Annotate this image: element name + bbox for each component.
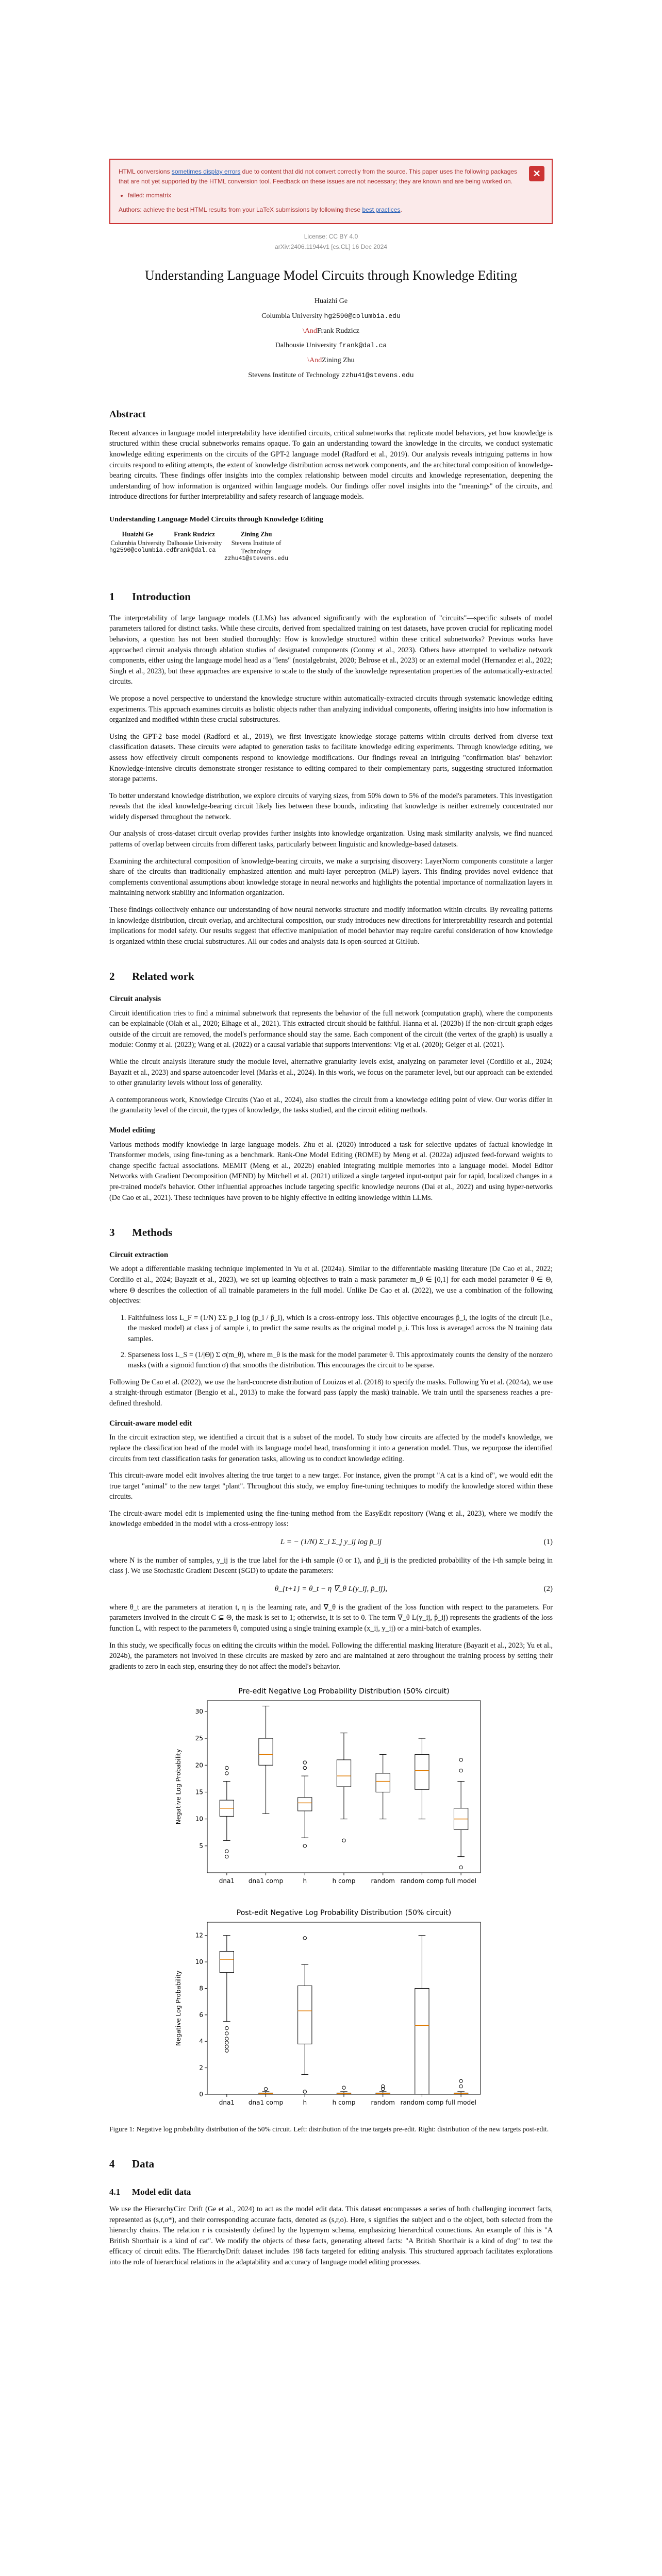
outlier-point xyxy=(459,1866,462,1869)
conversion-warning-banner xyxy=(109,159,553,224)
equation-body: θ_{t+1} = θ_t − η ∇_θ L(y_ij, p̂_ij), xyxy=(274,1585,388,1593)
paragraph: In the circuit extraction step, we identified a circuit that is a subset of the model. To study how circuits are affected by the model's knowledge, we replace the classification head of the model with its language model head, transforming it into a generation model. Thus, we repurpose the identified circuits from text classification tasks for generation tasks, allowing us to conduct knowledge editing. xyxy=(109,1433,553,1463)
y-tick-label: 4 xyxy=(199,2038,203,2045)
figure-caption: Figure 1: Negative log probability distribution of the 50% circuit. Left: distribution of the true targets pre-edit. Right: distribution of the new targets post-edit. xyxy=(109,2125,549,2133)
arxiv-id: arXiv:2406.11944v1 [cs.CL] 16 Dec 2024 xyxy=(275,243,387,251)
outlier-point xyxy=(225,1767,228,1770)
y-axis-label: Negative Log Probability xyxy=(175,1749,182,1825)
unsupported-package-list xyxy=(128,191,521,200)
box xyxy=(220,1952,234,1973)
outlier-point xyxy=(225,2041,228,2044)
box xyxy=(298,1798,312,1811)
outlier-point xyxy=(459,1758,462,1761)
x-tick-label: dna1 comp xyxy=(248,2099,284,2107)
banner-text-pre: HTML conversions xyxy=(119,168,172,175)
paragraph: To better understand knowledge distribution, we explore circuits of varying sizes, from 50% down to 5% of the model's parameters. This investigation reveals that the ideal knowledge-bearing circuit likely lies between these bounds, indicating that knowledge is neither extremely concentrated nor widely dispersed throughout the network. xyxy=(109,791,553,821)
outlier-point xyxy=(225,1772,228,1775)
outlier-point xyxy=(225,2032,228,2035)
author-table-affil: Columbia University xyxy=(110,539,165,547)
x-tick-label: dna1 xyxy=(219,2099,235,2107)
chart-title: Post-edit Negative Log Probability Distribution (50% circuit) xyxy=(236,1909,452,1918)
author-affiliation xyxy=(109,309,553,324)
outlier-point xyxy=(225,2049,228,2052)
paragraph-heading: Model editing xyxy=(109,1126,155,1134)
author-name: Huaizhi Ge xyxy=(314,297,348,306)
outlier-point xyxy=(303,1844,306,1848)
author-table-col xyxy=(166,530,223,554)
author-table-email: zzhu41@stevens.edu xyxy=(224,555,289,563)
section-number: 1 xyxy=(109,590,115,603)
outlier-point xyxy=(303,1767,306,1770)
x-tick-label: random comp xyxy=(400,1877,444,1885)
outlier-point xyxy=(225,2027,228,2030)
close-icon[interactable]: ✕ xyxy=(529,166,544,181)
section-number: 4 xyxy=(109,2157,115,2170)
best-practices-link[interactable]: best practices xyxy=(362,206,401,213)
paragraph: We propose a novel perspective to understand the knowledge structure within automatically-extracted circuits through systematic knowledge editing experiments. This approach examines circuits as holistic objects rather than analyzing individual components, offering insights into how information is organized and modified within these crucial substructures. xyxy=(109,694,553,724)
outlier-point xyxy=(225,2045,228,2048)
banner-note-post: . xyxy=(400,206,402,213)
subsection-title: Model edit data xyxy=(132,2187,191,2197)
paragraph-heading: Circuit extraction xyxy=(109,1250,169,1259)
x-tick-label: random comp xyxy=(400,2099,444,2107)
y-tick-label: 15 xyxy=(195,1788,203,1796)
box xyxy=(298,1986,312,2044)
y-tick-label: 5 xyxy=(199,1842,203,1850)
box xyxy=(376,1773,390,1792)
affil-text: Stevens Institute of Technology xyxy=(248,371,342,379)
y-tick-label: 20 xyxy=(195,1761,203,1769)
paragraph: Using the GPT-2 base model (Radford et al., 2019), we first investigate knowledge storage patterns within circuits derived from diverse text classification datasets. These circuits were adapted to generation tasks to facilitate knowledge editing experiments. Through knowledge editing, we assess how effectively circuit components respond to knowledge modifications. Our findings reveal an intriguing "confirmation bias" behavior: Knowledge-intensive circuits demonstrate stronger resistance to editing compared to their complementary parts, suggesting structured information storage patterns. xyxy=(109,732,553,784)
and-separator: \And xyxy=(307,356,322,364)
paragraph: We use the HierarchyCirc Drift (Ge et al., 2024) to act as the model edit data. This dataset encompasses a series of both challenging incorrect facts, represented as (s,r,o*), and their corresponding accurate facts, denoted as (s,r,o). Here, s signifies the subject and o the object, both selected from the hierarchy chains. The relation r is consistently defined by the hypernym schema, emphasizing hierarchical connections. An example of this is "A British Shorthair is a kind of cat". We modify the objects of these facts, generating altered facts: "A British Shorthair is a kind of dog" to test the efficacy of circuit edits. The HierarchyDrift dataset includes 198 facts targeted for editing analysis. This structured approach facilitates explorations into the role of hierarchical relations in the adaptability and accuracy of language model editing processes. xyxy=(109,2205,553,2266)
section-title: Related work xyxy=(132,970,194,983)
outlier-point xyxy=(342,2086,345,2089)
paragraph: A contemporaneous work, Knowledge Circuits (Yao et al., 2024), also studies the circuit from a knowledge editing point of view. Our works differ in the granularity level of the circuit, the types of knowledge, the tasks studied, and the circuit editing methods. xyxy=(109,1095,553,1115)
subsection-heading xyxy=(109,2186,553,2199)
y-tick-label: 30 xyxy=(195,1708,203,1716)
author-name xyxy=(109,353,553,368)
paragraph: In this study, we specifically focus on editing the circuits within the model. Following the differential masking literature (Bayazit et al., 2023; Yu et al., 2024b), the parameters not involved in these circuits are masked by zero and are maintained at zero throughout the training process by setting their gradients to zero in each step, ensuring they do not affect the model's behavior. xyxy=(109,1641,553,1671)
affil-text: Dalhousie University xyxy=(275,342,339,350)
equation-number: (1) xyxy=(543,1538,553,1547)
outlier-point xyxy=(459,2085,462,2088)
objective-list xyxy=(109,1313,553,1371)
author-table-affil: Dalhousie University xyxy=(167,539,222,547)
author-table-email: hg2590@columbia.edu xyxy=(109,547,177,554)
license-line: License: CC BY 4.0 xyxy=(304,232,358,240)
paragraph: This circuit-aware model edit involves altering the true target to a new target. For instance, given the prompt "A cat is a kind of", we would edit the true target "animal" to the new target "plant". Throughout this study, we employ fine-tuning techniques to modify the knowledge stored within these circuits. xyxy=(109,1471,553,1501)
author-table-name: Huaizhi Ge xyxy=(122,531,154,538)
section-heading xyxy=(109,1225,553,1240)
paragraph: Circuit identification tries to find a minimal subnetwork that represents the behavior of the full network (computation graph), where the components can be explainable (Olah et al., 2020; Elhage et al., 2021). This extracted circuit should be faithful. Hanna et al. (2023b) If the non-circuit graph edges outside of the circuit are removed, the model's performance should stay the same. Each component of the circuit (the vertex of the graph) is usually a module: Conmy et al. (2023); Wang et al. (2022) or a causal variable that supports interventions: Vig et al. (2020); Geiger et al. (2021). xyxy=(109,1009,553,1049)
outlier-point xyxy=(303,2090,306,2093)
paragraph-heading: Circuit-aware model edit xyxy=(109,1419,192,1428)
box xyxy=(259,1738,273,1765)
author-block xyxy=(109,294,553,383)
banner-text-post: due to content that did not convert correctly from the source. This paper uses the following packages that are not yet supported by the HTML conversion tool. Feedback on these issues are not necessary; they are known and are being worked on. xyxy=(119,168,518,185)
post-edit-box-plot xyxy=(171,1904,491,2120)
y-tick-label: 25 xyxy=(195,1735,203,1742)
section-heading xyxy=(109,969,553,984)
paragraph: Following De Cao et al. (2022), we use the hard-concrete distribution of Louizos et al. (2018) to specify the masks. Following Yu et al. (2024a), we use a straight-through estimator (Bengio et al., 2013) to make the forward pass (apply the mask) trainable. We train until the sparseness reaches a pre-defined threshold. xyxy=(109,1378,553,1408)
y-tick-label: 10 xyxy=(195,1958,203,1966)
author-table-title: Understanding Language Model Circuits through Knowledge Editing xyxy=(109,516,323,524)
box xyxy=(337,1760,351,1787)
paragraph: These findings collectively enhance our understanding of how neural networks structure and modify information within circuits. By revealing patterns in knowledge distribution, circuit overlap, and architectural composition, our study introduces new directions for interpretability research and potential implications for model safety. Our results suggest that effective manipulation of model behavior may require careful consideration of how knowledge is organized within these crucial substructures. All our codes and analysis data is open-sourced at GitHub. xyxy=(109,906,553,946)
author-affiliation xyxy=(109,338,553,353)
author-email: zzhu41@stevens.edu xyxy=(341,371,414,379)
section-heading xyxy=(109,2156,553,2172)
section-title: Introduction xyxy=(132,590,191,603)
author-table-name: Frank Rudzicz xyxy=(174,531,215,538)
x-tick-label: full model xyxy=(445,2099,476,2107)
banner-note-pre: Authors: achieve the best HTML results from your LaTeX submissions by following these xyxy=(119,206,362,213)
x-tick-label: random xyxy=(371,1877,395,1885)
list-item: 2. Sparseness loss L_S = (1/|Θ|) Σ σ(m_θ), where m_θ is the mask for the model parameter θ. This approximately counts the density of the nonzero masks (with a sigmoid function σ) that smooths the distribution. This encourages the circuit to be sparse. xyxy=(128,1350,553,1371)
chart-title: Pre-edit Negative Log Probability Distribution (50% circuit) xyxy=(238,1687,450,1696)
y-tick-label: 2 xyxy=(199,2064,203,2072)
equation-body: L = − (1/N) Σ_i Σ_j y_ij log p̂_ij xyxy=(280,1538,382,1547)
author-table-email: frank@dal.ca xyxy=(173,547,216,554)
outlier-point xyxy=(303,1761,306,1764)
author-table-affil: Stevens Institute of Technology xyxy=(231,539,282,555)
pre-edit-box-plot xyxy=(171,1682,491,1899)
y-tick-label: 6 xyxy=(199,2011,203,2019)
box xyxy=(415,1755,429,1790)
box xyxy=(415,1989,429,2095)
paragraph: Various methods modify knowledge in large language models. Zhu et al. (2020) introduced a task for selective updates of factual knowledge in Transformer models, using fine-tuning as a benchmark. Rank-One Model Editing (ROME) by Meng et al. (2022a) adjusted feed-forward weights to change specific factual associations. MEMIT (Meng et al., 2022b) enabled integrating multiple memories into a language model. Model Editor Networks with Gradient Decomposition (MEND) by Mitchell et al. (2021) utilized a single targeted input-output pair for rapid, localized changes in a pre-trained model's behavior. Other influential approaches include targeting specific knowledge neurons (Dai et al., 2022) and using hyper-networks (De Cao et al., 2021). These techniques have proven to be highly effective in editing knowledge within LLMs. xyxy=(109,1140,553,1202)
section-title: Methods xyxy=(132,1226,173,1239)
section-heading xyxy=(109,589,553,604)
affil-text: Columbia University xyxy=(261,312,324,320)
paragraph: While the circuit analysis literature study the module level, alternative granularity levels exist, analyzing on parameter level (Cordilio et al., 2024; Bayazit et al., 2023) and sparse autoencoder level (Marks et al., 2024). In this work, we focus on the parameter level, but our approach can be extended to other granularity levels without loss of generality. xyxy=(109,1057,553,1088)
section-title: Data xyxy=(132,2157,155,2170)
paragraph: The circuit-aware model edit is implemented using the fine-tuning method from the EasyEdit repository (Wang et al., 2023), where we modify the knowledge embedded in the model with a cross-entropy loss: xyxy=(109,1509,553,1529)
x-tick-label: full model xyxy=(445,1877,476,1885)
outlier-point xyxy=(225,2037,228,2040)
y-tick-label: 8 xyxy=(199,1985,203,1992)
author-affiliation xyxy=(109,368,553,383)
paragraph: where N is the number of samples, y_ij is the true label for the i-th sample (0 or 1), and p̂_ij is the predicted probability of the i-th sample being in class j. We use Stochastic Gradient Descent (SGD) to update the parameters: xyxy=(109,1556,553,1575)
equation xyxy=(109,1537,553,1548)
unsupported-package-item: • failed: mcmatrix xyxy=(128,191,521,200)
x-tick-label: dna1 comp xyxy=(248,1877,284,1885)
outlier-point xyxy=(303,1937,306,1940)
and-separator: \And xyxy=(302,327,317,335)
banner-authors-note xyxy=(119,205,521,215)
author-email: hg2590@columbia.edu xyxy=(324,312,401,320)
paragraph: We adopt a differentiable masking technique implemented in Yu et al. (2024a). Similar to the differentiable masking literature (De Cao et al., 2022; Cordilio et al., 2024; Bayazit et al., 2023), we set up learning objectives to train a mask parameter m_θ ∈ [0,1] for each model parameter θ ∈ Θ, where Θ describes the collection of all trainable parameters in the full model. Unlike De Cao et al. (2022), we use a combination of the following objectives: xyxy=(109,1265,553,1306)
outlier-point xyxy=(225,1855,228,1858)
author-name-text: Frank Rudzicz xyxy=(317,327,360,335)
y-tick-label: 10 xyxy=(195,1815,203,1823)
x-tick-label: h xyxy=(303,1877,307,1885)
author-table xyxy=(109,530,295,567)
paragraph: The interpretability of large language models (LLMs) has advanced significantly with the exploration of "circuits"—specific subsets of model parameters tailored for distinct tasks. While these circuits, derived from specialized training on test datasets, have proven crucial for replicating model behaviors, a question has not been studied thoroughly: How is knowledge structured within these critical subnetworks? Previous works have approached circuit analysis through ablation studies of designated components (Conmy et al., 2023). Others have attempted to verbalize network components, either using the language model head as a "lens" (nostalgebraist, 2020; Belrose et al., 2023) or an external model (Hernandez et al., 2022; Singh et al., 2023), but these approaches are expensive to scale to the study of the knowledge representation properties of the automatically-extracted circuits. xyxy=(109,614,553,686)
x-tick-label: random xyxy=(371,2099,395,2107)
x-tick-label: h comp xyxy=(332,2099,356,2107)
author-email: frank@dal.ca xyxy=(338,342,387,350)
outlier-point xyxy=(459,1769,462,1772)
page xyxy=(109,159,553,2268)
plot-frame xyxy=(207,1922,481,2094)
paragraph: Our analysis of cross-dataset circuit overlap provides further insights into knowledge organization. Using mask similarity analysis, we find nuanced patterns of overlap between circuits from different tasks, particularly between linguistic and knowledge-based datasets. xyxy=(109,829,553,849)
outlier-point xyxy=(459,2079,462,2082)
section-number: 2 xyxy=(109,970,115,983)
license-info xyxy=(109,231,553,252)
paragraph-heading: Circuit analysis xyxy=(109,994,161,1003)
author-table-col xyxy=(109,530,177,554)
y-tick-label: 12 xyxy=(195,1932,203,1940)
author-table-name: Zining Zhu xyxy=(240,531,272,538)
outlier-point xyxy=(225,1850,228,1853)
equation-number: (2) xyxy=(543,1585,553,1593)
figure-1 xyxy=(171,1682,491,2120)
outlier-point xyxy=(264,2088,267,2091)
author-table-col xyxy=(223,530,290,563)
author-name xyxy=(109,324,553,339)
x-tick-label: h comp xyxy=(332,1877,356,1885)
subsection-number: 4.1 xyxy=(109,2187,121,2197)
paper-title: Understanding Language Model Circuits through Knowledge Editing xyxy=(144,267,518,283)
banner-text xyxy=(119,167,521,187)
display-errors-link[interactable]: sometimes display errors xyxy=(171,168,241,175)
x-tick-label: h xyxy=(303,2099,307,2107)
outlier-point xyxy=(342,1839,345,1842)
abstract-text: Recent advances in language model interpretability have identified circuits, critical subnetworks that replicate model behaviors, yet how knowledge is structured within these crucial subnetworks remains opaque. To gain an understanding toward the knowledge in the circuits, we conduct systematic knowledge editing experiments on the circuits of the GPT-2 language model (Radford et al., 2019). Our analysis reveals intriguing patterns in how circuits respond to editing attempts, the extent of knowledge distribution across network components, and the architectural composition of knowledge-bearing circuits. These findings offer insights into the complex relationship between model circuits and knowledge representation, deepening the understanding of how information is organized within language models. Our findings offer novel insights into the "meanings" of the circuits, and introduce directions for further interpretability and safety research of language models. xyxy=(109,429,553,501)
paragraph: where θ_t are the parameters at iteration t, η is the learning rate, and ∇_θ is the gradient of the loss function with respect to the parameters. For parameters involved in the circuit C ⊆ Θ, the mask is set to 1; otherwise, it is set to 0. The term ∇_θ L(y_ij, p̂_ij) represents the gradients of the loss function L, with respect to the parameters θ, computed using a single training example (x_ij, y_ij) or a mini-batch of examples. xyxy=(109,1603,553,1633)
y-axis-label: Negative Log Probability xyxy=(175,1971,182,2046)
y-tick-label: 0 xyxy=(199,2091,203,2098)
x-tick-label: dna1 xyxy=(219,1877,235,1885)
author-name-text: Zining Zhu xyxy=(322,356,355,364)
paragraph: Examining the architectural composition of knowledge-bearing circuits, we make a surprising discovery: LayerNorm components constitute a larger share of the circuits than traditionally emphasized attention and multi-layer perceptron (MLP) layers. This finding provides novel evidence that complements conventional assumptions about knowledge storage in neural networks and highlights the potential importance of normalization layers in maintaining network stability and information organization. xyxy=(109,857,553,897)
abstract-heading: Abstract xyxy=(109,409,146,420)
section-number: 3 xyxy=(109,1226,115,1239)
list-item: 1. Faithfulness loss L_F = (1/N) ΣΣ p_i log (p_i / p̂_i), which is a cross-entropy loss. This objective encourages p̂_i, the logits of the circuit (i.e., the masked model) at class j of sample i, to predict the same results as the original model p_i. This loss is averaged across the N training data samples. xyxy=(128,1313,553,1345)
equation xyxy=(109,1584,553,1595)
